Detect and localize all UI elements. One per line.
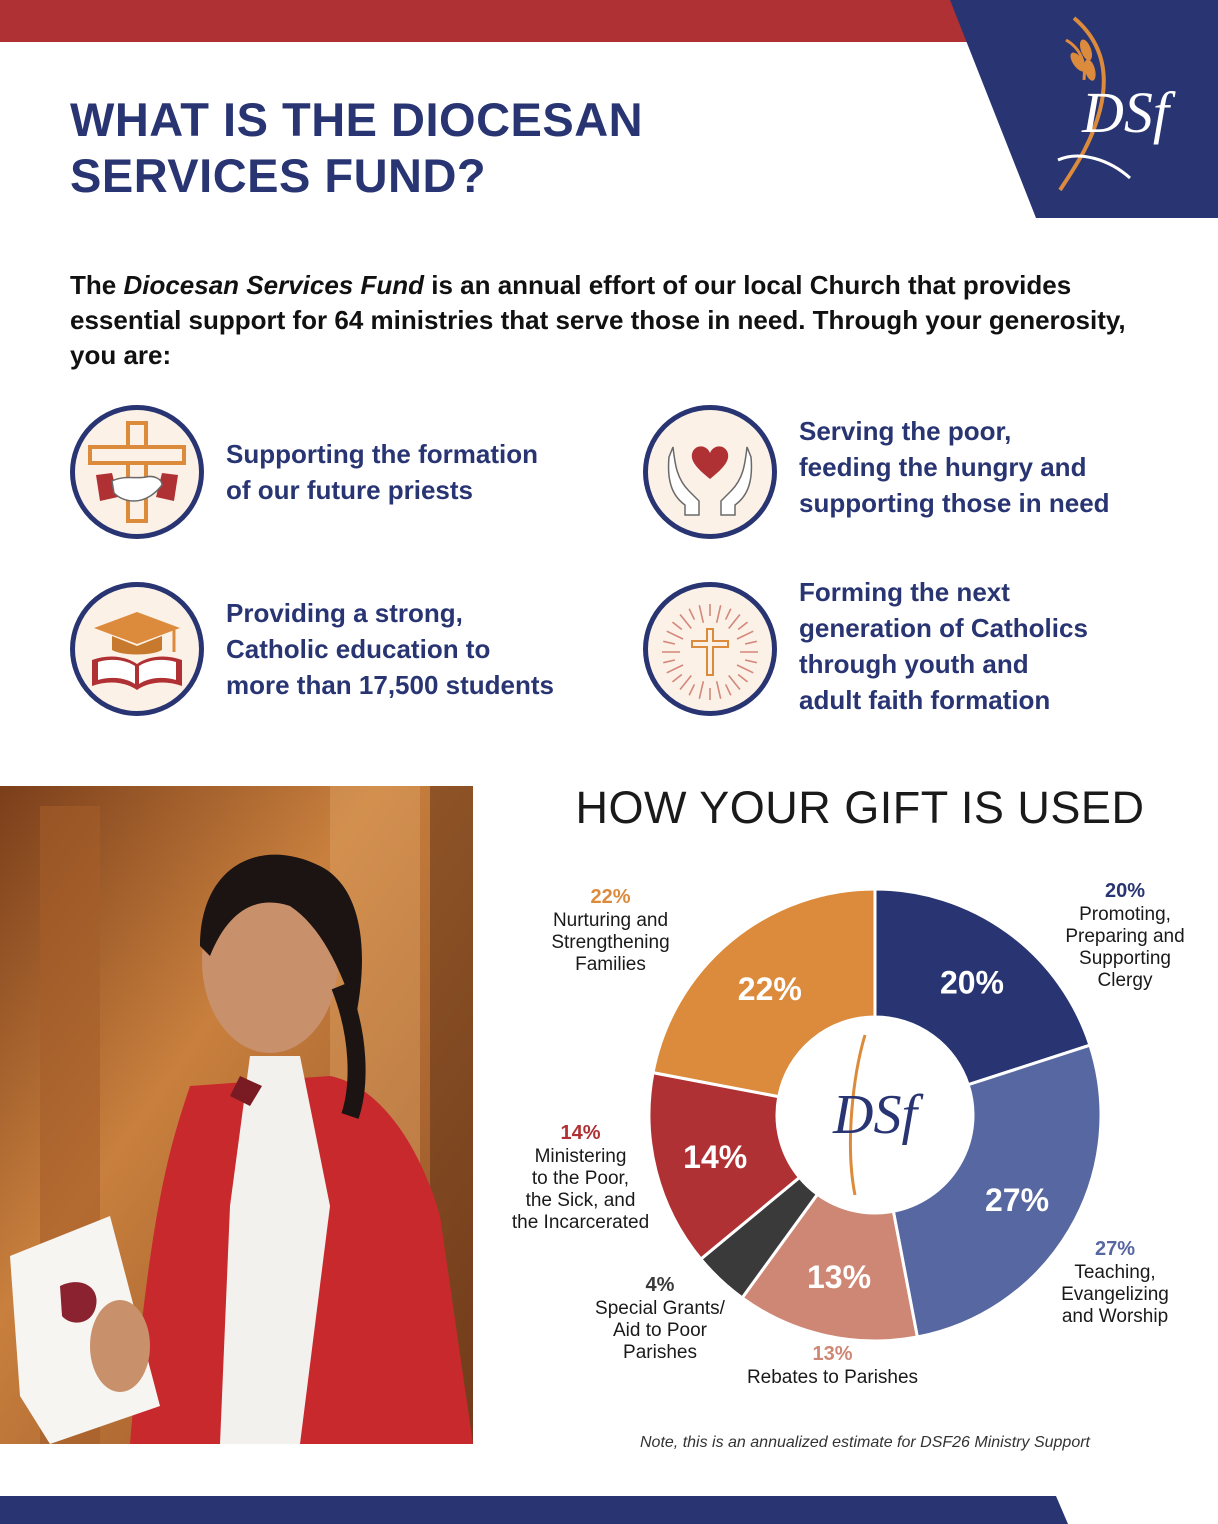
chart-title: HOW YOUR GIFT IS USED [575, 782, 1145, 833]
slice-callout [570, 1274, 750, 1364]
feature-text: Serving the poor, feeding the hungry and supporting those in need [799, 416, 1110, 518]
slice-value-label: 20% [939, 964, 1005, 1001]
slice-value-label: 22% [737, 970, 802, 1007]
page-title-line-2: SERVICES FUND? [70, 149, 487, 202]
intro-paragraph [70, 268, 1160, 373]
callout-label: Special Grants/ Aid to Poor Parishes [595, 1298, 725, 1363]
intro-lead: The [70, 270, 124, 300]
callout-label: Promoting, Preparing and Supporting Clergy [1065, 904, 1185, 991]
callout-label: Rebates to Parishes [746, 1367, 919, 1388]
slice-callout [528, 886, 693, 976]
slice-value-label: 13% [806, 1259, 872, 1296]
bottom-accent-bar [0, 1496, 1218, 1524]
callout-percent: 20% [1104, 880, 1146, 902]
intro-emphasis: Diocesan Services Fund [123, 270, 425, 300]
slice-callout [720, 1343, 945, 1389]
feature-priests [70, 405, 538, 539]
slice-callout [488, 1122, 673, 1234]
feature-education [70, 582, 554, 716]
callout-label: Ministering to the Poor, the Sick, and the Incarcerated [511, 1146, 650, 1233]
student-photo [0, 786, 473, 1444]
cross-handshake-icon [70, 405, 204, 539]
page-title-line-1: WHAT IS THE DIOCESAN [70, 93, 644, 146]
feature-poor [643, 405, 1110, 539]
callout-percent: 27% [1094, 1238, 1136, 1260]
center-logo-text: DSf [833, 1084, 917, 1146]
chart-note: Note, this is an annualized estimate for DSF26 Ministry Support [640, 1434, 1090, 1451]
callout-label: Nurturing and Strengthening Families [551, 910, 670, 975]
callout-percent: 14% [560, 1122, 601, 1144]
heart-hands-icon [643, 405, 777, 539]
feature-text: Providing a strong, Catholic education to more than 17,500 students [226, 598, 554, 700]
intro-rest: is an annual effort of our local Church that provides essential support for 64 ministries that serve those in need. Through your generosity, you are: [70, 270, 1126, 370]
callout-percent: 22% [590, 886, 631, 908]
slice-callout [1030, 1238, 1200, 1328]
slice-value-label: 14% [683, 1139, 748, 1176]
callout-percent: 4% [645, 1274, 675, 1296]
callout-label: Teaching, Evangelizing and Worship [1061, 1262, 1169, 1327]
slice-callout [1045, 880, 1205, 992]
feature-text: Supporting the formation of our future priests [226, 439, 538, 505]
svg-text:DSf: DSf [1082, 80, 1169, 145]
graduation-book-icon [70, 582, 204, 716]
page-title [70, 92, 870, 204]
radiant-cross-icon [643, 582, 777, 716]
slice-value-label: 27% [984, 1181, 1050, 1218]
feature-formation [643, 577, 1088, 718]
feature-text: Forming the next generation of Catholics through youth and adult faith formation [799, 577, 1088, 715]
callout-percent: 13% [812, 1343, 853, 1365]
